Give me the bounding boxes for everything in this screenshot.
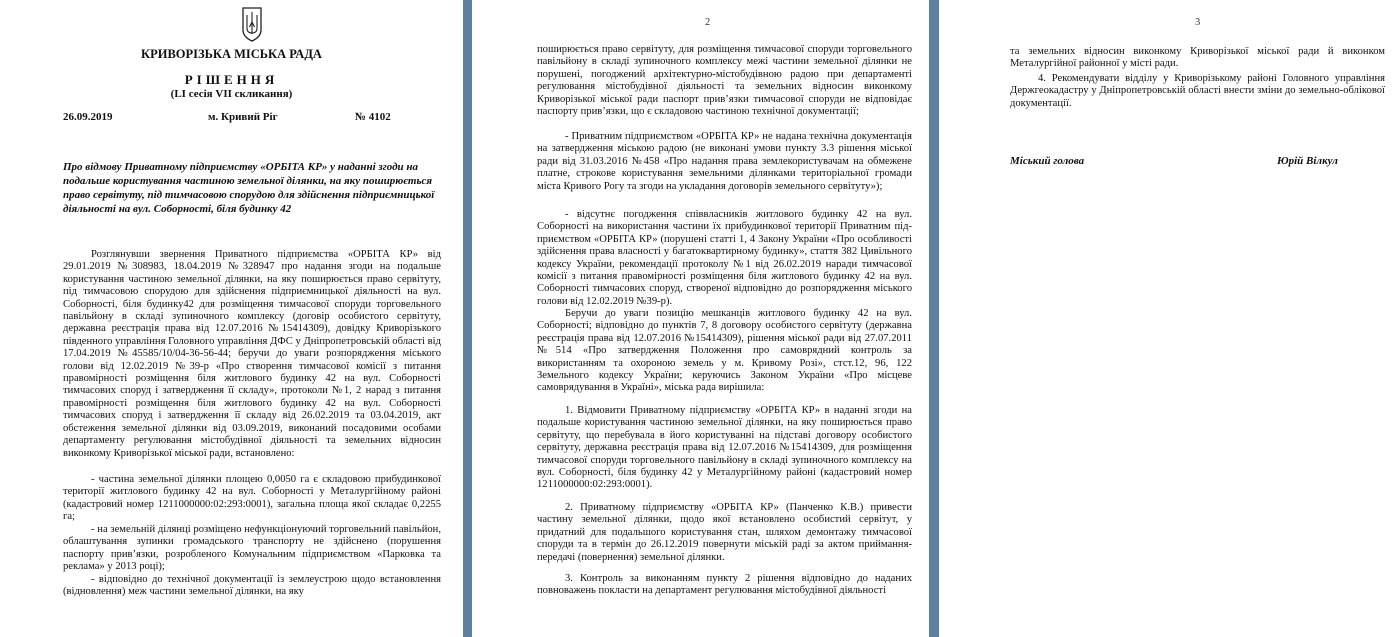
- page-gap: [463, 0, 472, 637]
- document-page-2: [472, 0, 929, 637]
- decision-item: 2. Приватному підприємству «ОРБІТА КР» (Панченко К.В.) привести частину земельної ділянки, щодо якої встановлено особистий сервітут, у придатний для подальшого користування стан, шляхом демонтажу тимчасової споруди та в термін до 26.12.2019 повернути міській раді за актом приймання-передачі (повернення) земельної ділянки.: [537, 502, 912, 563]
- page-number: 3: [1195, 17, 1201, 28]
- document-page-1: [0, 0, 463, 637]
- paragraph-text: - частина земельної ділянки площею 0,0050 га є складовою прибудинкової території житлового будинку 42 на вул. Соборності у Металургійному районі (кадастровий номер 1211000000:02:293:0001), загальна площа якої складає 0,2255 га;: [63, 474, 441, 523]
- paragraph-text: Беручи до уваги позицію мешканців житлового будинку 42 на вул. Соборності; відповідно до пунктів 7, 8 договору особистого сервітуту (державна реєстрація права від 12.07.2016 №15414309), рішення міської ради від 27.07.2011 №514 «Про затвердження Положення про самоврядний контроль за використанням та охороною земель у м. Кривому Розі», стст.12, 96, 122 Земельного кодексу України; керуючись Законом України «Про місцеве самоврядування в Україні», міська рада вирішила:: [537, 308, 912, 394]
- document-page-3: [939, 0, 1400, 637]
- paragraph-text: та земельних відносин виконкому Криворізької міської ради й виконком Металургійної районної у місті ради.: [1010, 46, 1385, 70]
- decision-city: м. Кривий Ріг: [208, 111, 278, 123]
- paragraph-text: - Приватним підприємством «ОРБІТА КР» не надана технічна документація на затвердження міською радою (не виконані умови пункту 3.3 рішення міської ради від 31.03.2016 №458 «Про надання права землекористувачам на обмежене платне, строкове користування земельними ділянками територіальної громади міста Кривого Рогу та згоди на укладання договорів земельного сервітуту»);: [537, 131, 912, 192]
- signature-name: Юрій Вілкул: [1277, 155, 1338, 167]
- decision-item: 1. Відмовити Приватному підприємству «ОРБІТА КР» в наданні згоди на подальше користування частиною земельної ділянки, на яку поширюється право сервітуту, що перебувала в його користуванні на підставі договору особистого сервітуту, державна реєстрація права від 12.07.2016 №15414309, для розміщення тимчасової споруди торговельного павільйону в складі зупиночного комплексу на вул. Соборності, біля будинку 42 у Металургійному районі (кадастровий номер 1211000000:02:293:0001).: [537, 405, 912, 491]
- paragraph-text: поширюється право сервітуту, для розміщення тимчасової споруди торговельного павільйону в складі зупиночного комплексу межі частини земельної ділянки не порушені, погоджений архітектурно-містобудівною радою при департаменті регулювання містобудівної діяльності та земельних відносин виконкому Криворізької міської ради паспорт прив’язки тимчасової споруди не відповідає паспорту прив’язки, що є складовою частиною технічної документації;: [537, 44, 912, 118]
- decision-title: РІШЕННЯ: [184, 72, 279, 87]
- trident-coat-of-arms-icon: [240, 6, 264, 42]
- decision-subject: Про відмову Приватному підприємству «ОРБІТА КР» у наданні згоди на подальше користування частиною земельної ділянки, на яку поширюється право сервітуту, під тимчасовою спорудою для здійснення підприємницької діяльності на вул. Соборності, біля будинку 42: [63, 161, 435, 215]
- decision-number: № 4102: [355, 111, 391, 123]
- session-label: (LI сесія VII скликання): [170, 88, 293, 100]
- paragraph-text: - на земельній ділянці розміщено нефункціонуючий торговельний павільйон, облаштування зупинки громадського транспорту не здійснено (порушення паспорту прив’язки, розробленого Комунальним підприємством «Парковка та реклама» у 2013 році);: [63, 524, 441, 573]
- paragraph-text: - відсутнє погодження співвласників житлового будинку 42 на вул. Соборності на використання частини їх прибудинкової території Приватним під- приємством «ОРБІТА КР» (порушені статті 1, 4 Закону України «Про особливості здійснення права власності у багатоквартирному будинку», стаття 382 Цивільного кодексу України, рекомендації протоколу №1 від 26.02.2019 наради тимчасової комісії з питання правомірності розміщення біля житлового будинку 42 на вул. Соборності тимчасових споруд, створеної відповідно до розпорядження міського голови від 12.02.2019 №39-р).: [537, 209, 912, 307]
- paragraph-text: 4. Рекомендувати відділу у Криворізькому районі Головного управління Держгеокадастру у Дніпропетровській області внести зміни до земельно-облікової документації.: [1010, 73, 1385, 109]
- council-name: КРИВОРІЗЬКА МІСЬКА РАДА: [141, 47, 322, 61]
- page-gap: [929, 0, 939, 637]
- decision-date: 26.09.2019: [63, 111, 113, 123]
- paragraph-text: - відповідно до технічної документації із землеустрою щодо встановлення (відновлення) меж частини земельної ділянки, на яку: [63, 574, 441, 598]
- paragraph-text: Розглянувши звернення Приватного підприємства «ОРБІТА КР» від 29.01.2019 №308983, 18.04.2019 №328947 про надання згоди на подальше користування частиною земельної ділянки, на яку поширюється право сервітуту, під тимчасовою спорудою для здійснення підприємницької діяльності на вул. Соборності, біля будинку42 для розміщення тимчасової споруди торговельного павільйону в складі зупиночного комплексу (договір особистого сервітуту, державна реєстрація права від 12.07.2016 №15414309), довідку Криворізького південного управління Головного управління ДФС у Дніпропетровській області від 17.04.2019 №45585/10/04-36-56-44; беручи до уваги розпорядження міського голови від 12.02.2019 №39-р «Про створення тимчасової комісії з питання правомірності розміщення біля житлового будинку 42 на вул. Соборності тимчасових споруд і затвердження її складу», протоколи №1, 2 нарад з питання правомірності розміщення біля житлового будинку 42 на вул. Соборності тимчасових споруд і затвердження її складу від 26.02.2019 та 03.04.2019, акт обстеження земельної ділянки від 03.09.2019, виконаний посадовими особами департаменту регулювання містобудівної діяльності та земельних відносин виконкому Криворізької міської ради, встановлено:: [63, 249, 441, 459]
- page-number: 2: [705, 17, 711, 28]
- decision-item: 3. Контроль за виконанням пункту 2 рішення відповідно до наданих повноважень покласти на департамент регулювання містобудівної діяльності: [537, 573, 912, 597]
- signature-title: Міський голова: [1010, 155, 1085, 167]
